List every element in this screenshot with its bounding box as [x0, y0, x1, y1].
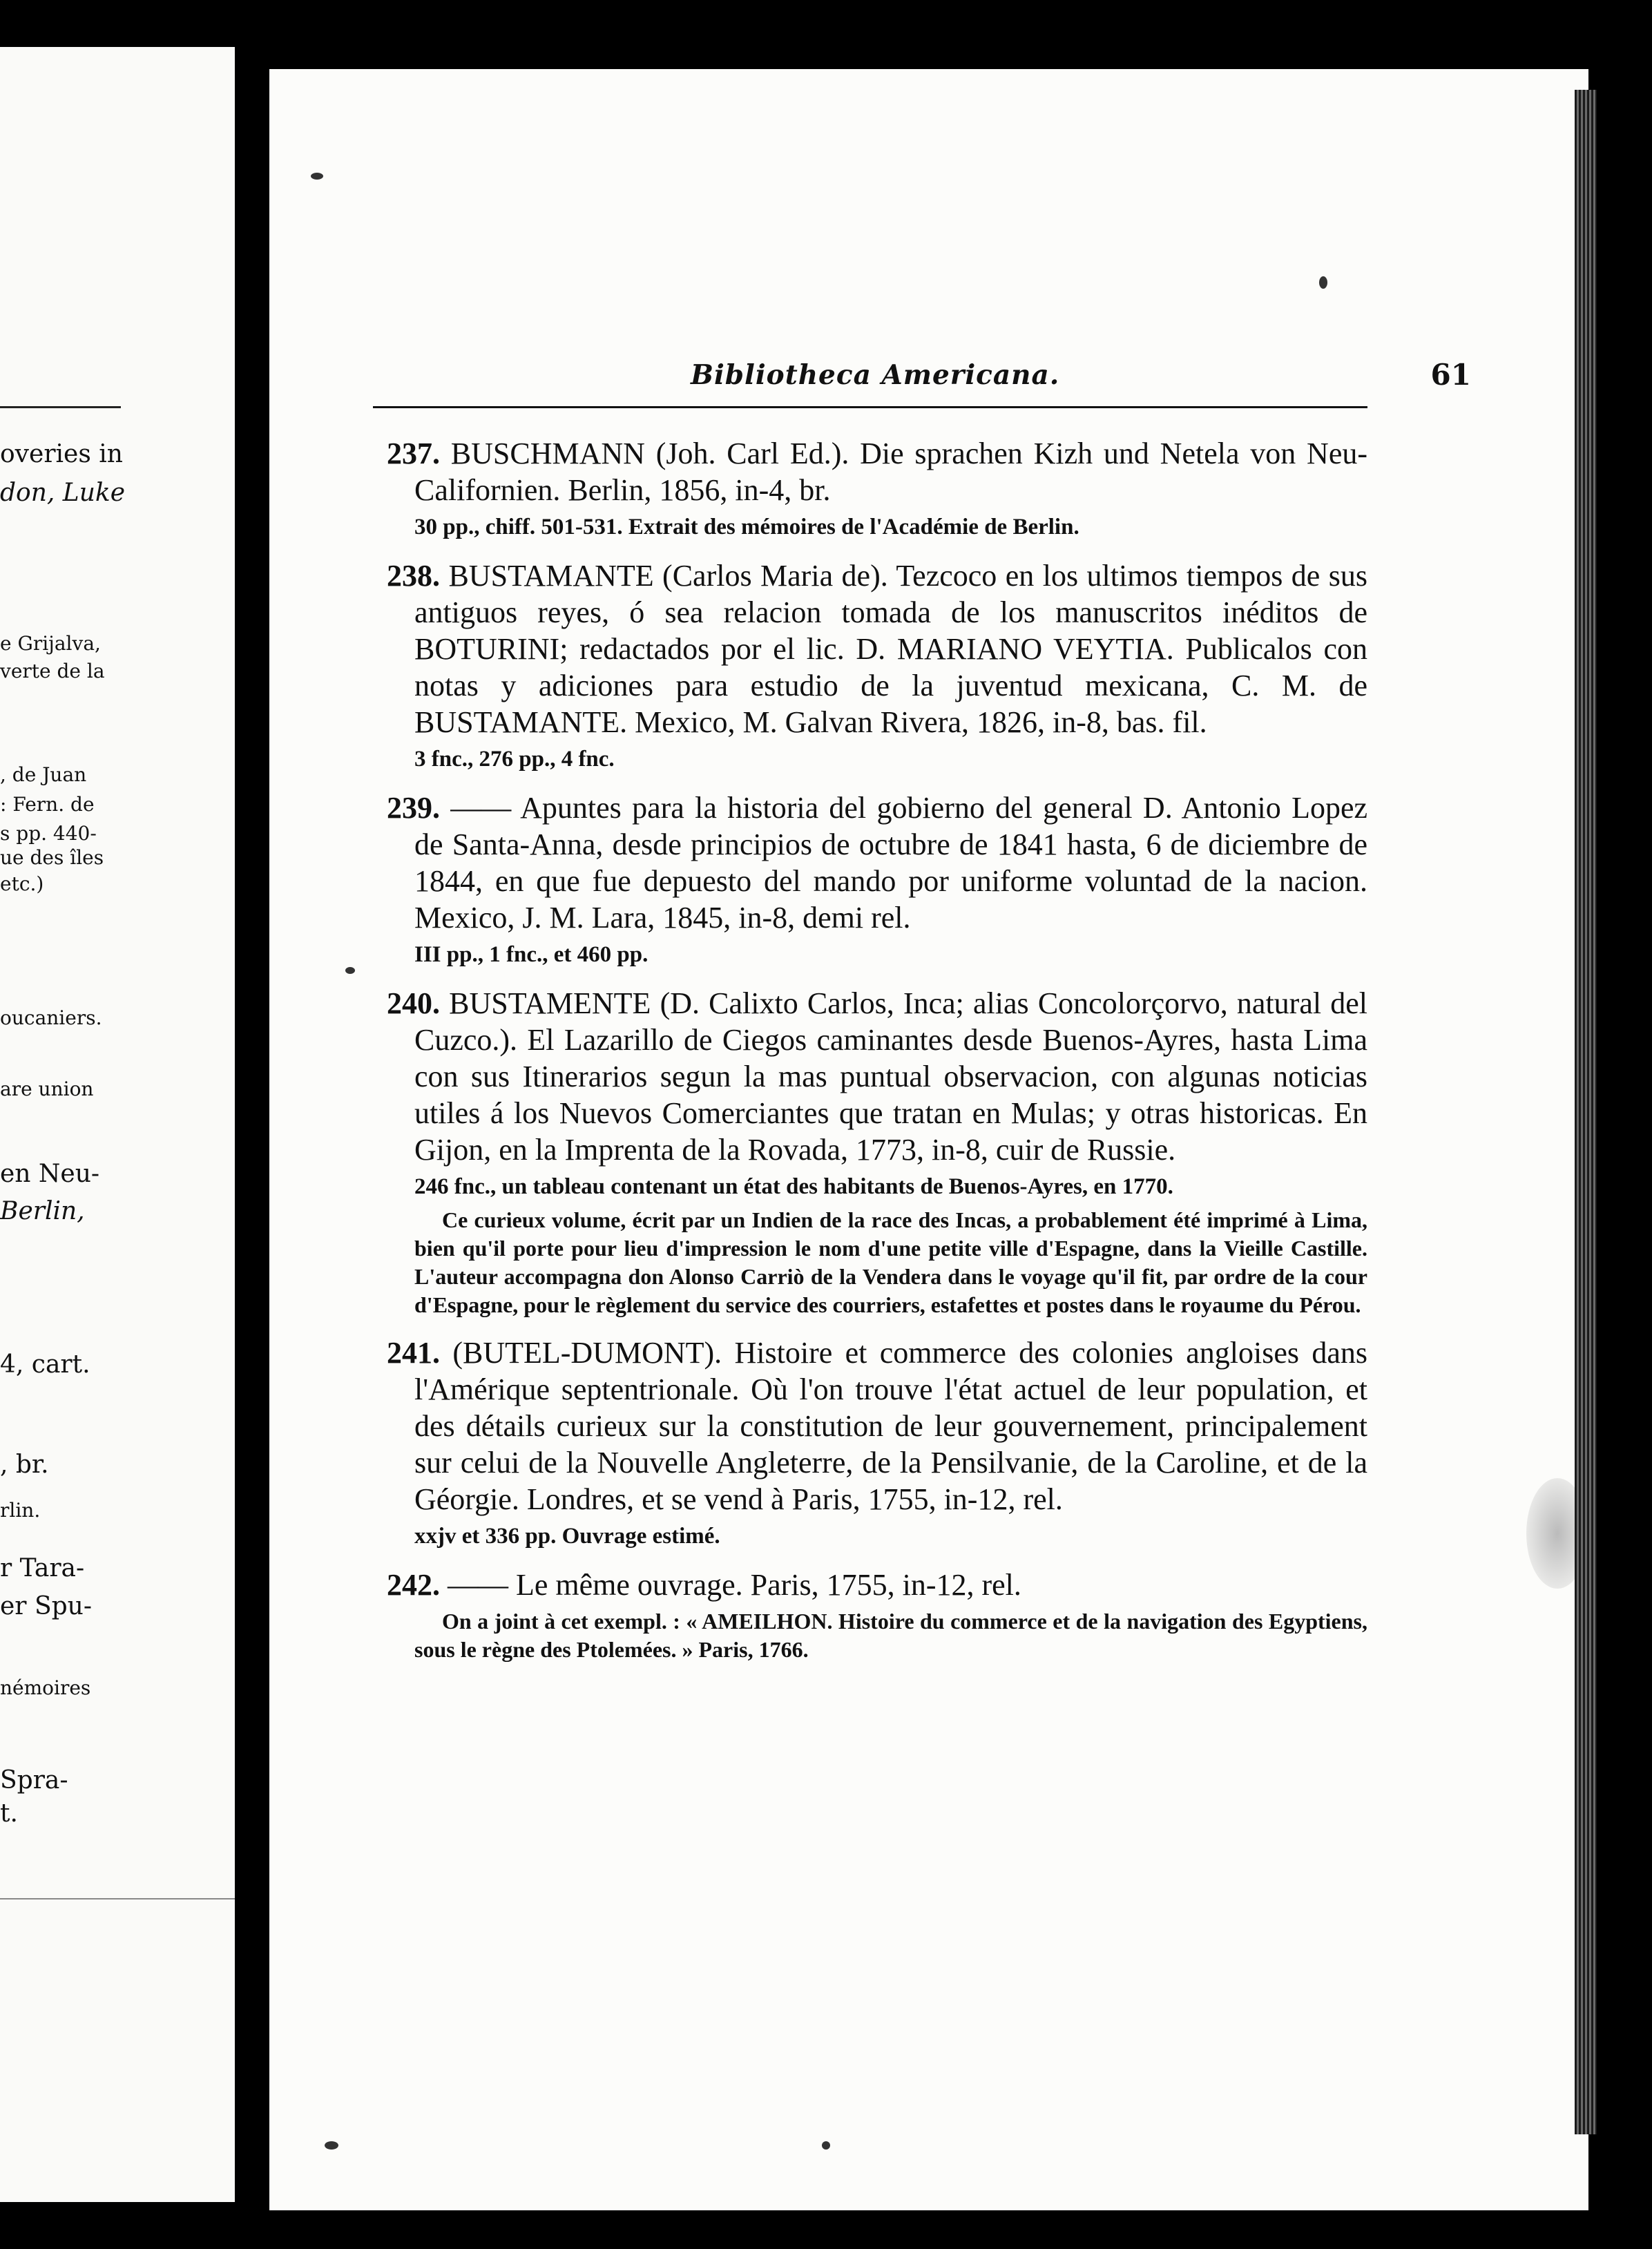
page-number: 61: [1430, 358, 1471, 392]
entry-text: [387, 789, 1367, 936]
entry-description: —— Apuntes para la historia del gobierno del general D. Antonio Lopez de Santa-Anna, desde principios de octubre de 1841 hasta, 6 de diciembre de 1844, en que fue depuesto del mando por uniforme voluntad de la nacion. Mexico, J. M. Lara, 1845, in-8, demi rel.: [414, 791, 1368, 935]
left-fragment: e Grijalva,: [0, 632, 101, 655]
left-fragment: r Tara-: [0, 1554, 85, 1582]
catalogue-entry: [387, 1334, 1367, 1551]
left-fragment: : Fern. de: [0, 793, 95, 816]
left-page-rule: [0, 406, 121, 408]
entry-note: 30 pp., chiff. 501-531. Extrait des mémoires de l'Académie de Berlin.: [414, 515, 1079, 539]
entry-text: [387, 985, 1367, 1168]
entry-text: [387, 1567, 1367, 1603]
header-rule: [373, 406, 1367, 408]
ink-speck: [822, 2141, 830, 2150]
ink-speck: [1319, 276, 1327, 289]
left-fragment: ue des îles: [0, 846, 104, 869]
entry-text: [387, 557, 1367, 740]
entry-number: 239.: [387, 791, 440, 825]
ink-speck: [345, 967, 355, 974]
entry-description: BUSTAMENTE (D. Calixto Carlos, Inca; alias Concolorçorvo, natural del Cuzco.). El Lazarillo de Ciegos caminantes desde Buenos-Ayres, hasta Lima con sus Itinerarios segun la mas puntual observacion, con algunas noticias utiles á los Nuevos Comerciantes que tratan en Mulas; y otras historicas. En Gijon, en la Imprenta de la Rovada, 1773, in-8, cuir de Russie.: [414, 986, 1368, 1167]
left-fragment: s pp. 440-: [0, 822, 97, 845]
entry-text: [387, 1334, 1367, 1518]
entry-number: 242.: [387, 1568, 440, 1602]
left-fragment: er Spu-: [0, 1592, 93, 1620]
catalogue-entry: [387, 1567, 1367, 1664]
left-fragment: overies in: [0, 440, 123, 468]
catalogue-entry: [387, 985, 1367, 1319]
entry-description: (BUTEL-DUMONT). Histoire et commerce des colonies angloises dans l'Amérique septentrionale. Où l'on trouve l'état actuel de leur population, et des détails curieux sur la constitution de leur gouvernement, principalement sur celui de la Nouvelle Angleterre, de la Pensilvanie, de la Caroline, et de la Géorgie. Londres, et se vend à Paris, 1755, in-12, rel.: [414, 1336, 1368, 1516]
catalogue-entries: [387, 435, 1367, 1679]
left-fragment: rlin.: [0, 1499, 41, 1522]
entry-note: On a joint à cet exempl. : « AMEILHON. Histoire du commerce et de la navigation des Egyptiens, sous le règne des Ptolemées. » Paris, 1766.: [414, 1609, 1367, 1662]
left-fragment: 4, cart.: [0, 1350, 90, 1379]
entry-note: Ce curieux volume, écrit par un Indien de la race des Incas, a probablement été imprimé à Lima, bien qu'il porte pour lieu d'impression le nom d'une petite ville d'Espagne, dans la Vieille Castille. L'auteur accompagna don Alonso Carriò de la Vendera dans le voyage qu'il fit, par ordre de la cour d'Espagne, pour le règlement du service des courriers, estafettes et postes dans le royaume du Pérou.: [414, 1207, 1367, 1317]
left-fragment: oucaniers.: [0, 1006, 102, 1029]
entry-description: BUSTAMANTE (Carlos Maria de). Tezcoco en los ultimos tiempos de sus antiguos reyes, ó sea relacion tomada de los manuscritos inéditos de BOTURINI; redactados por el lic. D. MARIANO VEYTIA. Publicalos con notas y adiciones para estudio de la juventud mexicana, C. M. de BUSTAMANTE. Mexico, M. Galvan Rivera, 1826, in-8, bas. fil.: [414, 559, 1368, 739]
catalogue-entry: [387, 557, 1367, 774]
ink-speck: [311, 173, 323, 180]
left-page-bottom-rule: [0, 1898, 235, 1899]
entry-number: 241.: [387, 1336, 440, 1370]
entry-note: 246 fnc., un tableau contenant un état des habitants de Buenos-Ayres, en 1770.: [414, 1174, 1173, 1199]
left-fragment: , de Juan: [0, 763, 87, 786]
left-fragment: t.: [0, 1799, 18, 1828]
entry-note: 3 fnc., 276 pp., 4 fnc.: [414, 747, 615, 772]
left-fragment: verte de la: [0, 660, 105, 682]
entry-note: xxjv et 336 pp. Ouvrage estimé.: [414, 1524, 720, 1549]
left-page: [0, 47, 235, 2202]
entry-description: —— Le même ouvrage. Paris, 1755, in-12, rel.: [448, 1568, 1021, 1602]
page-header: [387, 345, 1492, 401]
left-fragment: en Neu-: [0, 1160, 100, 1188]
catalogue-entry: [387, 789, 1367, 970]
running-head: Bibliotheca Americana.: [691, 359, 1060, 391]
left-fragment: are union: [0, 1078, 94, 1100]
entry-number: 240.: [387, 986, 440, 1020]
entry-text: [387, 435, 1367, 508]
entry-note: III pp., 1 fnc., et 460 pp.: [414, 942, 649, 967]
catalogue-entry: [387, 435, 1367, 542]
left-fragment: Berlin,: [0, 1197, 85, 1225]
entry-number: 238.: [387, 559, 440, 593]
book-gutter: [235, 0, 269, 2249]
left-fragment: , br.: [0, 1451, 49, 1479]
right-page: [269, 69, 1588, 2210]
entry-description: BUSCHMANN (Joh. Carl Ed.). Die sprachen Kizh und Netela von Neu-Californien. Berlin, 1856, in-4, br.: [414, 437, 1367, 507]
ink-speck: [325, 2141, 338, 2150]
left-fragment: don, Luke: [0, 479, 126, 507]
entry-number: 237.: [387, 437, 440, 470]
left-fragment: némoires: [0, 1676, 91, 1699]
left-fragment: Spra-: [0, 1766, 68, 1795]
page-edge: [1575, 90, 1597, 2134]
left-fragment: etc.): [0, 872, 44, 895]
